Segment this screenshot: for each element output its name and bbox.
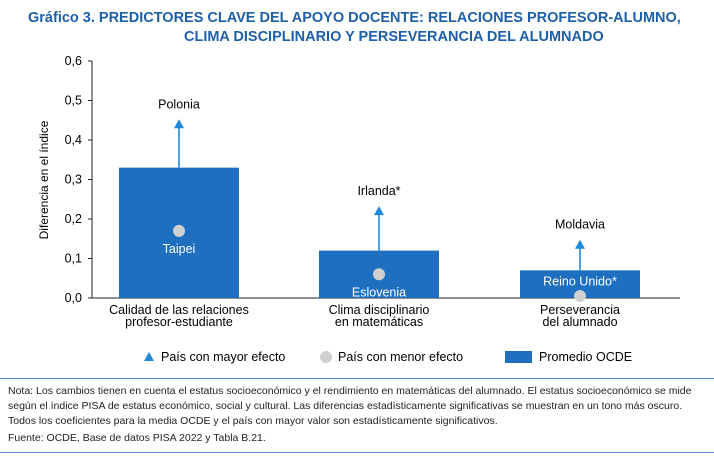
min-country-dot [173,225,185,237]
min-country-dot [574,290,586,302]
y-tick-label: 0,0 [64,291,82,305]
y-axis-title: Diferencia en el índice [37,120,51,240]
y-tick-label: 0,5 [64,93,82,108]
x-category-label: Clima disciplinario [328,303,430,317]
x-axis-labels [109,303,620,329]
x-category-label: Calidad de las relaciones [109,303,249,317]
divider-top [0,378,714,379]
min-country-label: Eslovenia [351,285,407,300]
y-tick-label: 0,3 [64,172,82,187]
chart-title-line-2: CLIMA DISCIPLINARIO Y PERSEVERANCIA DEL ALUMNADO [184,29,604,45]
max-country-label: Irlanda* [357,184,401,199]
y-tick-label: 0,2 [64,212,82,226]
x-category-label: Perseverancia [540,303,620,317]
legend-circle-icon [320,351,332,363]
max-country-label: Moldavia [554,217,606,232]
legend-bar-swatch [505,351,532,363]
x-category-label: en matemáticas [334,315,424,329]
source-text: Fuente: OCDE, Base de datos PISA 2022 y Tabla B.21. [8,432,266,444]
y-tick-label: 0,1 [64,251,82,266]
y-tick-label: 0,4 [64,133,82,147]
chart-title-line-1: Gráfico 3. PREDICTORES CLAVE DEL APOYO DOCENTE: RELACIONES PROFESOR-ALUMNO, [28,10,681,26]
legend-max-label: País con mayor efecto [161,350,286,364]
min-country-label: Reino Unido* [543,274,617,289]
arrow-head-icon [174,119,184,128]
min-country-dot [373,268,385,280]
note-text: Nota: Los cambios tienen en cuenta el estatus socioeconómico y el rendimiento en matemáticas del alumnado. El estatus socioeconómico se mide según el índice PISA de estatus económico, social y cultural. Las diferencias estadísticamente significativas se muestran en un tono más oscuro. Todos los coeficientes para la media OCDE y el país con mayor valor son estadísticamente significativos. [8,385,692,427]
arrow-head-icon [575,240,585,249]
divider-bottom [0,452,714,453]
arrow-head-icon [374,206,384,215]
x-category-label: del alumnado [542,315,618,329]
x-category-label: profesor-estudiante [125,315,233,329]
legend-avg-label: Promedio OCDE [539,350,633,364]
legend-triangle-icon [144,352,154,361]
max-country-label: Polonia [158,97,200,112]
y-tick-label: 0,6 [64,54,82,68]
legend-min-label: País con menor efecto [338,350,464,364]
min-country-label: Taipei [162,241,196,256]
legend [144,350,632,364]
